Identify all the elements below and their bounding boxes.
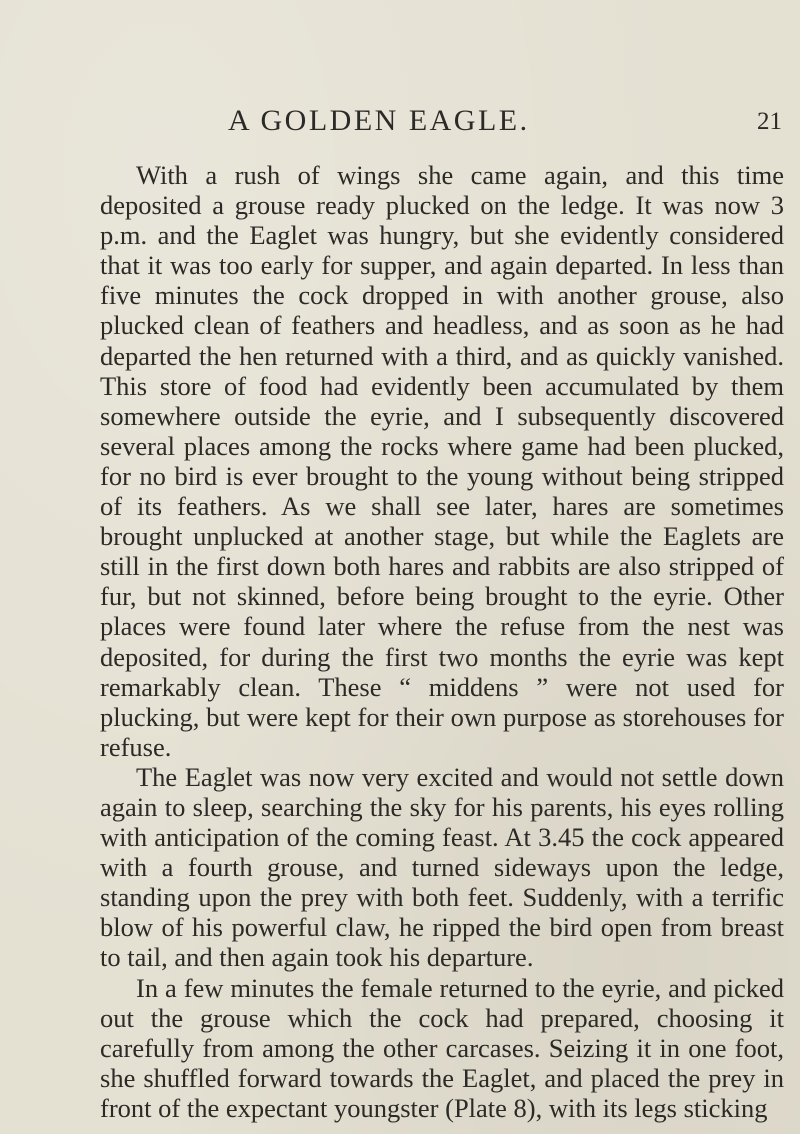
running-title: A GOLDEN EAGLE.	[228, 104, 530, 137]
paragraph-1: With a rush of wings she came again, and this time deposited a grouse ready plucked on the ledge. It was now 3 p.m. and the Eaglet was hungry, but she evidently considered that it was too early for supper, and again departed. In less than five minutes the cock dropped in with another grouse, also plucked clean of feathers and headless, and as soon as he had departed the hen returned with a third, and as quickly vanished. This store of food had evidently been accumulated by them somewhere outside the eyrie, and I subsequently discovered several places among the rocks where game had been plucked, for no bird is ever brought to the young without being stripped of its feathers. As we shall see later, hares are sometimes brought unplucked at another stage, but while the Eaglets are still in the first down both hares and rabbits are also stripped of fur, but not skinned, before being brought to the eyrie. Other places were found later where the refuse from the nest was deposited, for during the first two months the eyrie was kept remarkably clean. These “ middens ” were not used for plucking, but were kept for their own purpose as storehouses for refuse.	[100, 160, 784, 762]
page-number: 21	[757, 108, 782, 135]
running-head	[186, 104, 782, 144]
paragraph-3: In a few minutes the female returned to the eyrie, and picked out the grouse which the cock had prepared, choosing it carefully from among the other carcases. Seizing it in one foot, she shuffled forward towards the Eaglet, and placed the prey in front of the expectant youngster (Plate 8), with its legs sticking	[100, 972, 784, 1123]
body-text	[100, 160, 784, 1123]
paragraph-2: The Eaglet was now very excited and would not settle down again to sleep, searching the sky for his parents, his eyes rolling with anticipation of the coming feast. At 3.45 the cock appeared with a fourth grouse, and turned sideways upon the ledge, standing upon the prey with both feet. Suddenly, with a terrific blow of his powerful claw, he ripped the bird open from breast to tail, and then again took his departure.	[100, 761, 784, 973]
